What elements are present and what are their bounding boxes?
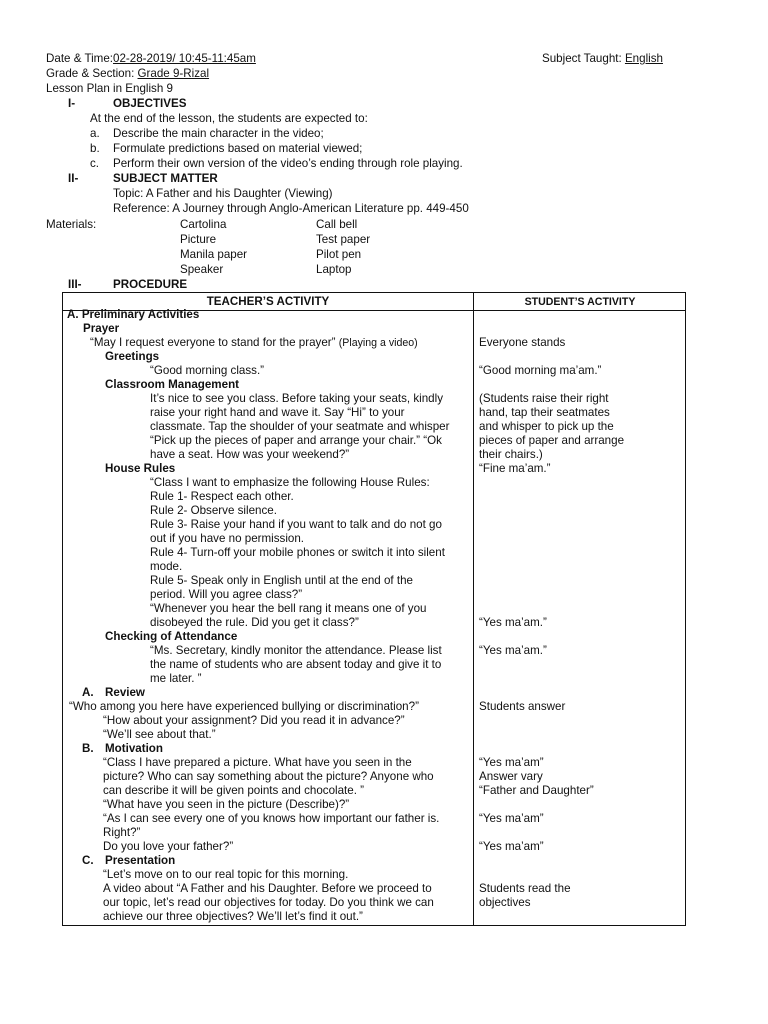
subsection-heading: Motivation [105,742,163,755]
column-divider [473,293,474,925]
teacher-line: Rule 3- Raise your hand if you want to talk and do not go [150,518,442,531]
teacher-line: “As I can see every one of you knows how important our father is. [103,812,440,825]
teacher-line: “Class I want to emphasize the following House Rules: [150,476,430,489]
teacher-line: mode. [150,560,183,573]
student-line: pieces of paper and arrange [479,434,625,447]
teacher-line: Right?” [103,826,141,839]
teacher-line: raise your right hand and wave it. Say “Hi” to your [150,406,405,419]
subject-taught [542,52,663,66]
subject-value: English [624,52,663,65]
teacher-line: It’s nice to see you class. Before taking your seats, kindly [150,392,443,405]
teacher-line: period. Will you agree class?” [150,588,303,601]
teacher-activity-header: TEACHER’S ACTIVITY [206,295,330,308]
student-activity-header: STUDENT’S ACTIVITY [524,296,636,308]
subsection-heading: Checking of Attendance [105,630,238,643]
student-line: “Father and Daughter” [479,784,594,797]
student-line: Answer vary [479,770,543,783]
subsection-heading: Prayer [83,322,120,335]
student-line: their chairs.) [479,448,543,461]
student-line: objectives [479,896,531,909]
date-time [46,52,256,66]
section-heading: A. Preliminary Activities [67,308,200,321]
material-item: Picture [180,233,217,246]
subsection-heading: Presentation [105,854,176,867]
material-item: Test paper [316,233,371,246]
subsection-heading: Greetings [105,350,160,363]
teacher-line: classmate. Tap the shoulder of your seatmate and whisper [150,420,450,433]
teacher-line: “We’ll see about that.” [103,728,216,741]
teacher-line: the name of students who are absent today and give it to [150,658,442,671]
teacher-line: “Ms. Secretary, kindly monitor the attendance. Please list [150,644,442,657]
teacher-line: Rule 4- Turn-off your mobile phones or switch it into silent [150,546,445,559]
teacher-line: “Whenever you hear the bell rang it means one of you [150,602,427,615]
teacher-line: picture? Who can say something about the picture? Anyone who [103,770,434,783]
teacher-line: out if you have no permission. [150,532,305,545]
teacher-line: “What have you seen in the picture (Describe)?” [103,798,350,811]
teacher-line-note: (Playing a video) [338,337,418,349]
objectives-intro: At the end of the lesson, the students are expected to: [90,112,368,125]
subsection-heading: Review [105,686,145,699]
grade-label: Grade & Section: [46,67,138,80]
teacher-line: me later. ” [150,672,202,685]
grade-section [46,67,209,81]
material-item: Manila paper [180,248,248,261]
procedure-num: III- [68,278,82,291]
material-item: Cartolina [180,218,227,231]
subsection-heading: House Rules [105,462,176,475]
procedure-table [62,292,686,926]
material-item: Pilot pen [316,248,362,261]
teacher-line-text: “May I request everyone to stand for the prayer” [90,336,336,349]
teacher-line: Rule 1- Respect each other. [150,490,294,503]
teacher-line: have a seat. How was your weekend?” [150,448,350,461]
objective-text: Perform their own version of the video’s ending through role playing. [113,157,463,170]
subject-matter-num: II- [68,172,79,185]
teacher-line: can describe it will be given points and chocolate. ” [103,784,365,797]
topic: Topic: A Father and his Daughter (Viewing) [113,187,333,200]
student-line: “Yes ma’am” [479,840,544,853]
student-line: and whisper to pick up the [479,420,614,433]
objectives-num: I- [68,97,76,110]
student-line: “Yes ma’am.” [479,616,547,629]
material-item: Call bell [316,218,358,231]
teacher-line: Rule 2- Observe silence. [150,504,277,517]
section-letter: B. [82,742,94,755]
teacher-line: disobeyed the rule. Did you get it class?” [150,616,359,629]
date-label: Date & Time: [46,52,114,65]
teacher-line: “Who among you here have experienced bullying or discrimination?” [69,700,419,713]
student-line: Everyone stands [479,336,566,349]
reference: Reference: A Journey through Anglo-American Literature pp. 449-450 [113,202,469,215]
objective-letter: b. [90,142,100,155]
grade-value: Grade 9-Rizal [137,67,210,80]
teacher-line: “Let’s move on to our real topic for this morning. [103,868,349,881]
student-line: “Yes ma’am.” [479,644,547,657]
date-value: 02-28-2019/ 10:45-11:45am [113,52,256,65]
plan-title: Lesson Plan in English 9 [46,82,173,95]
student-line: hand, tap their seatmates [479,406,610,419]
subsection-heading: Classroom Management [105,378,240,391]
procedure-title: PROCEDURE [113,278,188,291]
teacher-line [90,336,418,350]
material-item: Speaker [180,263,224,276]
teacher-line: “How about your assignment? Did you read it in advance?” [103,714,405,727]
section-letter: C. [82,854,94,867]
teacher-line: our topic, let’s read our objectives for today. Do you think we can [103,896,434,909]
student-line: “Good morning ma’am.” [479,364,602,377]
objective-text: Formulate predictions based on material viewed; [113,142,363,155]
student-line: Students answer [479,700,566,713]
teacher-line: “Pick up the pieces of paper and arrange your chair.” “Ok [150,434,442,447]
material-item: Laptop [316,263,352,276]
teacher-line: Rule 5- Speak only in English until at the end of the [150,574,413,587]
objective-letter: c. [90,157,100,170]
student-line: (Students raise their right [479,392,609,405]
teacher-line: A video about “A Father and his Daughter. Before we proceed to [103,882,432,895]
student-line: “Fine ma’am.” [479,462,551,475]
materials-label: Materials: [46,218,97,231]
teacher-line: Do you love your father?” [103,840,234,853]
teacher-line: “Class I have prepared a picture. What have you seen in the [103,756,412,769]
subject-matter-title: SUBJECT MATTER [113,172,218,185]
objectives-title: OBJECTIVES [113,97,187,110]
teacher-line: achieve our three objectives? We’ll let’s find it out.” [103,910,363,923]
objective-text: Describe the main character in the video; [113,127,324,140]
section-letter: A. [82,686,94,699]
student-line: “Yes ma’am” [479,812,544,825]
subject-label: Subject Taught: [542,52,625,65]
student-line: Students read the [479,882,571,895]
teacher-line: “Good morning class.” [150,364,265,377]
objective-letter: a. [90,127,100,140]
student-line: “Yes ma’am” [479,756,544,769]
